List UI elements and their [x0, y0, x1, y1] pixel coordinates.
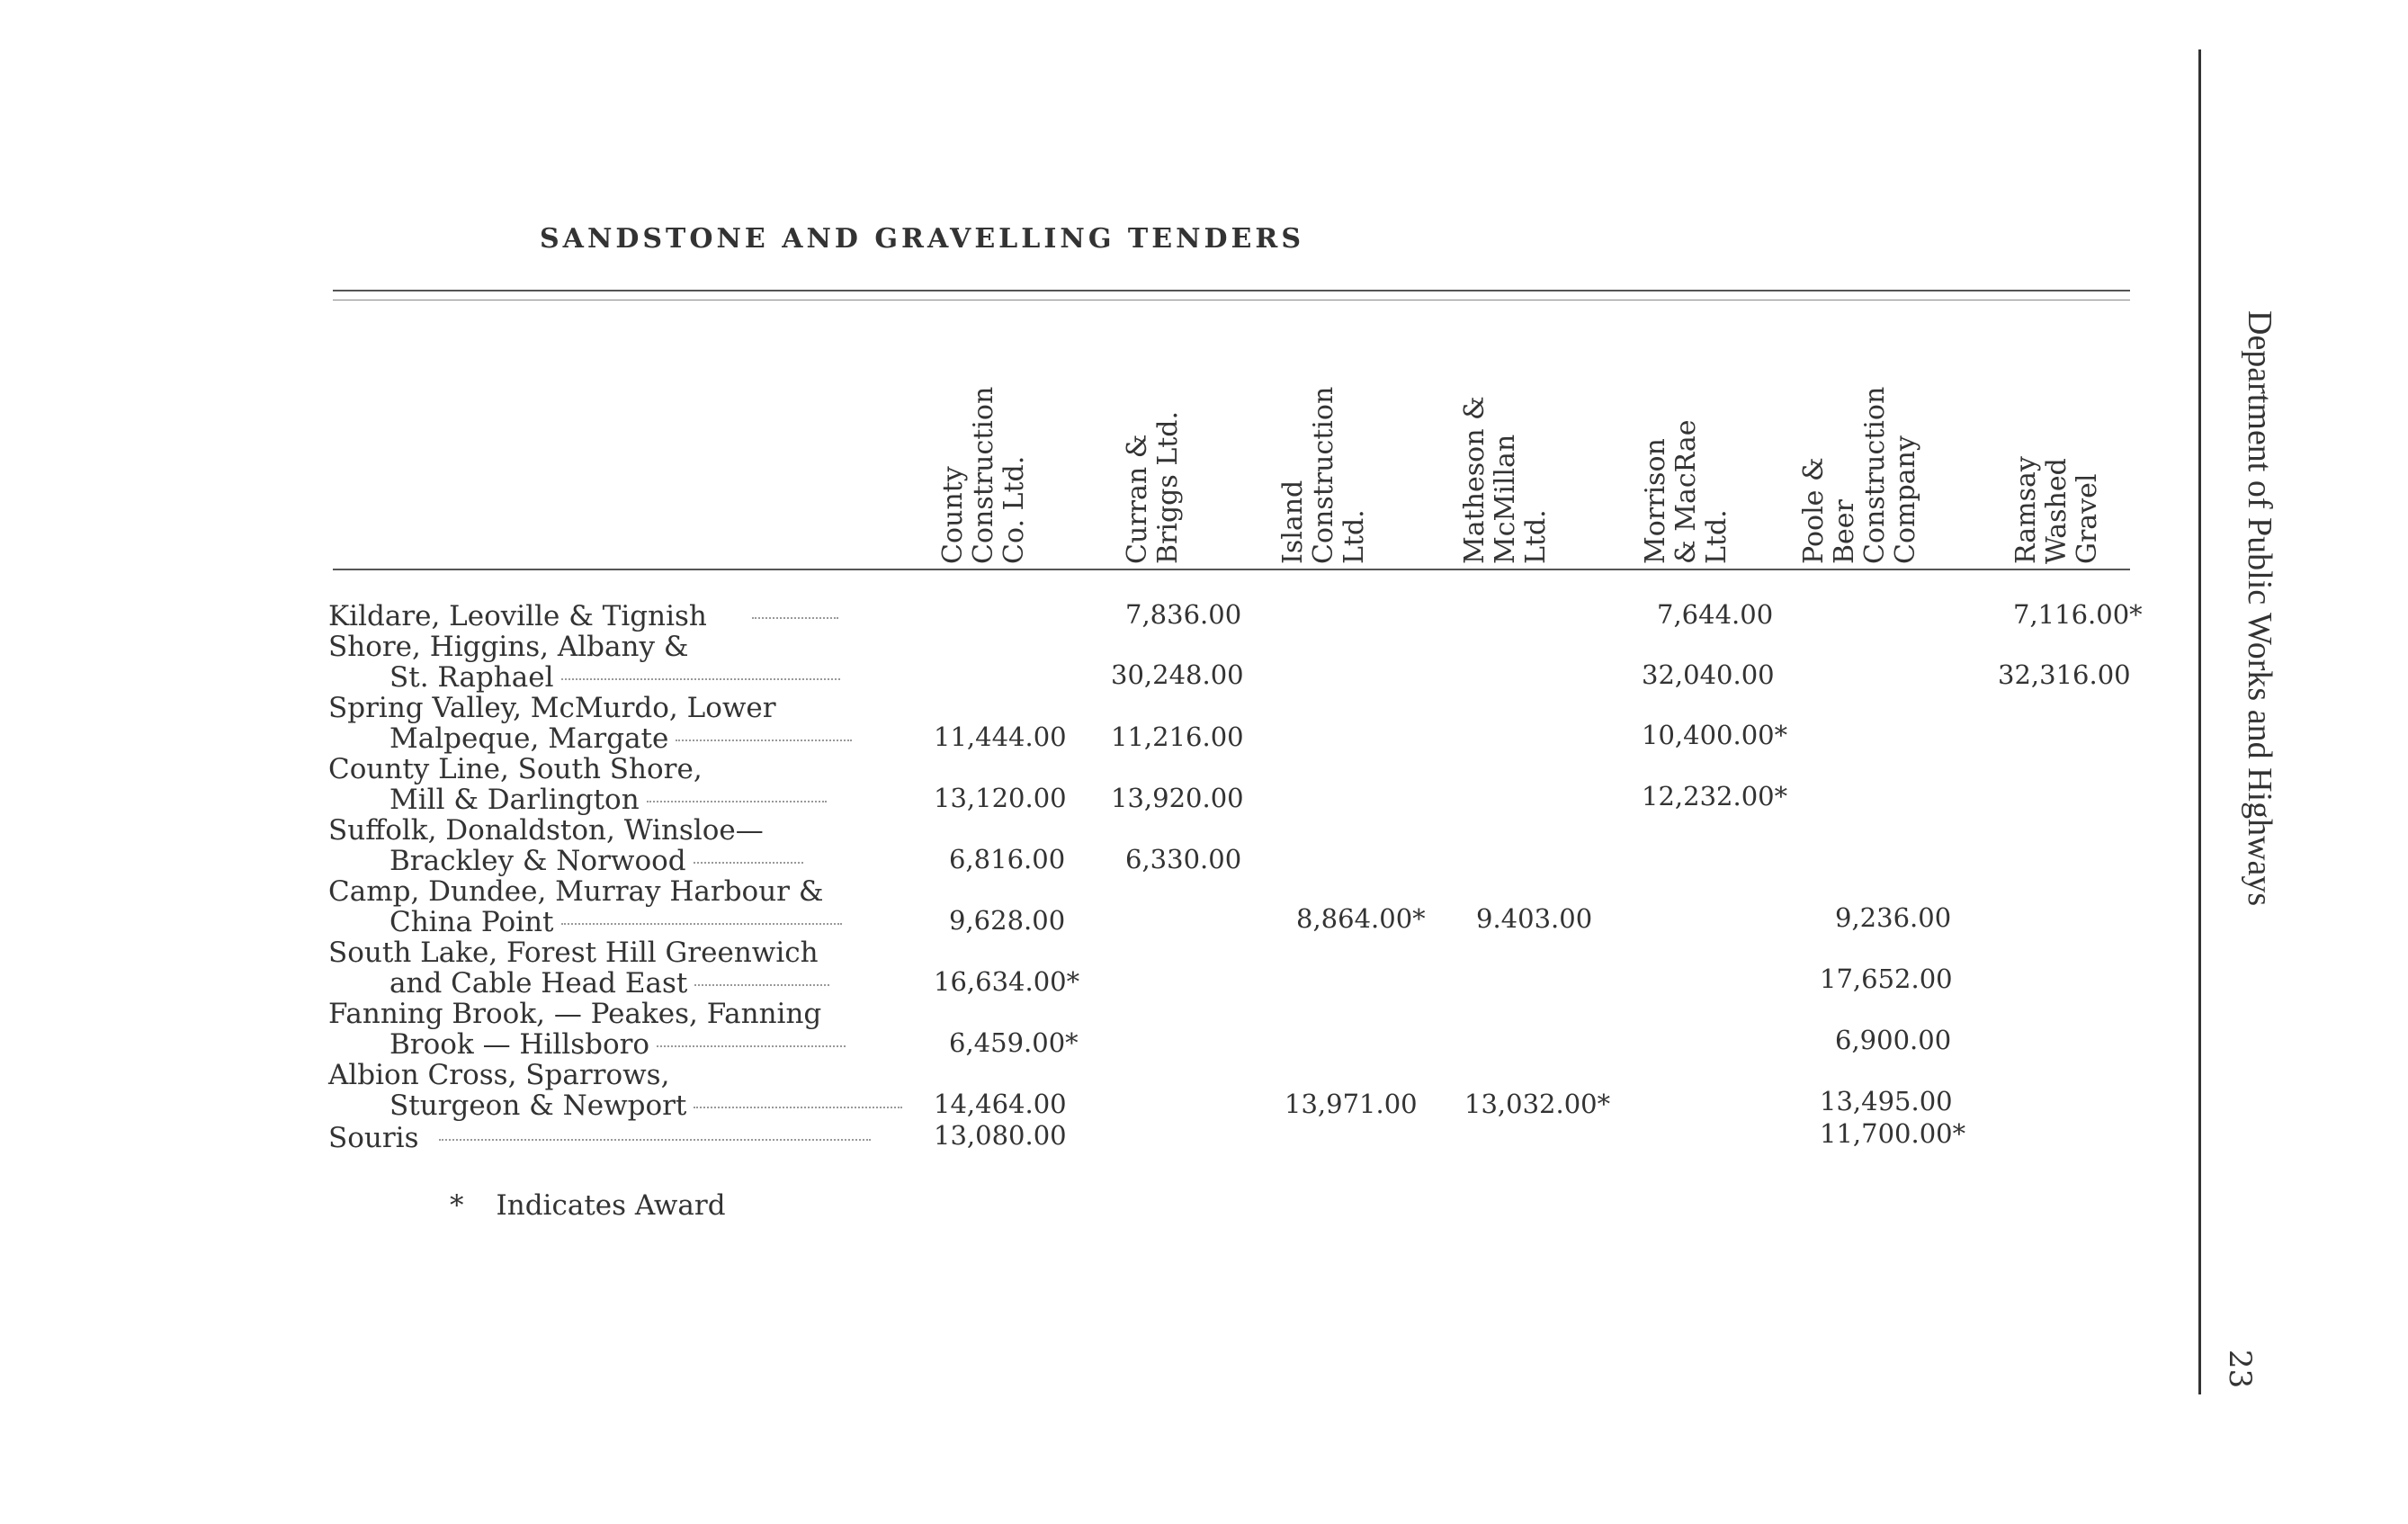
- table-row-label: Albion Cross, Sparrows, Sturgeon & Newport: [328, 1060, 877, 1121]
- table-row-label: South Lake, Forest Hill Greenwich and Cable Head East: [328, 937, 877, 999]
- table-cell: 10,400.00*: [1642, 720, 1788, 750]
- table-cell: 6,459.00*: [949, 1027, 1079, 1058]
- table-cell: 9.403.00: [1476, 903, 1593, 934]
- table-cell: 13,971.00: [1285, 1089, 1418, 1119]
- table-cell: 16,634.00*: [934, 966, 1080, 997]
- table-row-label: Souris: [328, 1123, 877, 1153]
- margin-rule: [2198, 49, 2201, 1394]
- page-title: SANDSTONE AND GRAVELLING TENDERS: [540, 223, 1304, 255]
- column-header-matheson-mcmillan: Matheson & McMillan Ltd.: [1459, 396, 1552, 564]
- table-cell: 14,464.00: [934, 1089, 1067, 1119]
- table-row-label: Shore, Higgins, Albany & St. Raphael: [328, 632, 877, 693]
- column-header-curran-briggs: Curran & Briggs Ltd.: [1122, 410, 1184, 564]
- table-cell: 13,920.00: [1111, 783, 1244, 813]
- column-header-county: County Construction Co. Ltd.: [937, 386, 1030, 564]
- table-cell: 7,116.00*: [2013, 599, 2143, 630]
- table-cell: 9,236.00: [1835, 902, 1952, 933]
- column-header-ramsay: Ramsay Washed Gravel: [2010, 456, 2103, 564]
- table-cell: 32,040.00: [1642, 659, 1775, 690]
- page-number: 23: [2222, 1349, 2258, 1389]
- table-cell: 9,628.00: [949, 905, 1066, 936]
- table-cell: 13,080.00: [934, 1120, 1067, 1151]
- table-cell: 13,120.00: [934, 783, 1067, 813]
- table-cell: 8,864.00*: [1296, 903, 1426, 934]
- table-cell: 11,444.00: [934, 722, 1067, 752]
- table-cell: 11,700.00*: [1820, 1118, 1966, 1149]
- table-cell: 12,232.00*: [1642, 781, 1788, 811]
- table-cell: 13,032.00*: [1464, 1089, 1611, 1119]
- table-row-label: Kildare, Leoville & Tignish: [328, 601, 877, 632]
- table-cell: 13,495.00: [1820, 1086, 1953, 1116]
- table-cell: 11,216.00: [1111, 722, 1244, 752]
- top-rule: [333, 290, 2130, 291]
- table-row-label: County Line, South Shore, Mill & Darlington: [328, 754, 877, 815]
- table-cell: 7,644.00: [1657, 599, 1774, 630]
- table-cell: 6,330.00: [1125, 844, 1242, 874]
- table-row-label: Fanning Brook, — Peakes, Fanning Brook — Hillsboro: [328, 999, 877, 1060]
- header-rule: [333, 569, 2130, 570]
- table-row-label: Suffolk, Donaldston, Winsloe— Brackley & Norwood: [328, 815, 877, 876]
- table-cell: 6,816.00: [949, 844, 1066, 874]
- table-cell: 30,248.00: [1111, 659, 1244, 690]
- table-cell: 6,900.00: [1835, 1025, 1952, 1055]
- table-cell: 32,316.00: [1998, 659, 2131, 690]
- footnote: [450, 1189, 726, 1222]
- column-header-poole-beer: Poole & Beer Construction Company: [1798, 386, 1921, 564]
- footnote-text: Indicates Award: [496, 1189, 726, 1222]
- footnote-marker: *: [450, 1189, 464, 1222]
- table-row-label: Spring Valley, McMurdo, Lower Malpeque, Margate: [328, 693, 877, 754]
- column-header-morrison-macrae: Morrison & MacRae Ltd.: [1640, 419, 1732, 564]
- table-cell: 7,836.00: [1125, 599, 1242, 630]
- table-row-label: Camp, Dundee, Murray Harbour & China Point: [328, 876, 877, 937]
- column-header-island: Island Construction Ltd.: [1277, 386, 1370, 564]
- side-header: Department of Public Works and Highways: [2241, 310, 2278, 907]
- table-cell: 17,652.00: [1820, 964, 1953, 994]
